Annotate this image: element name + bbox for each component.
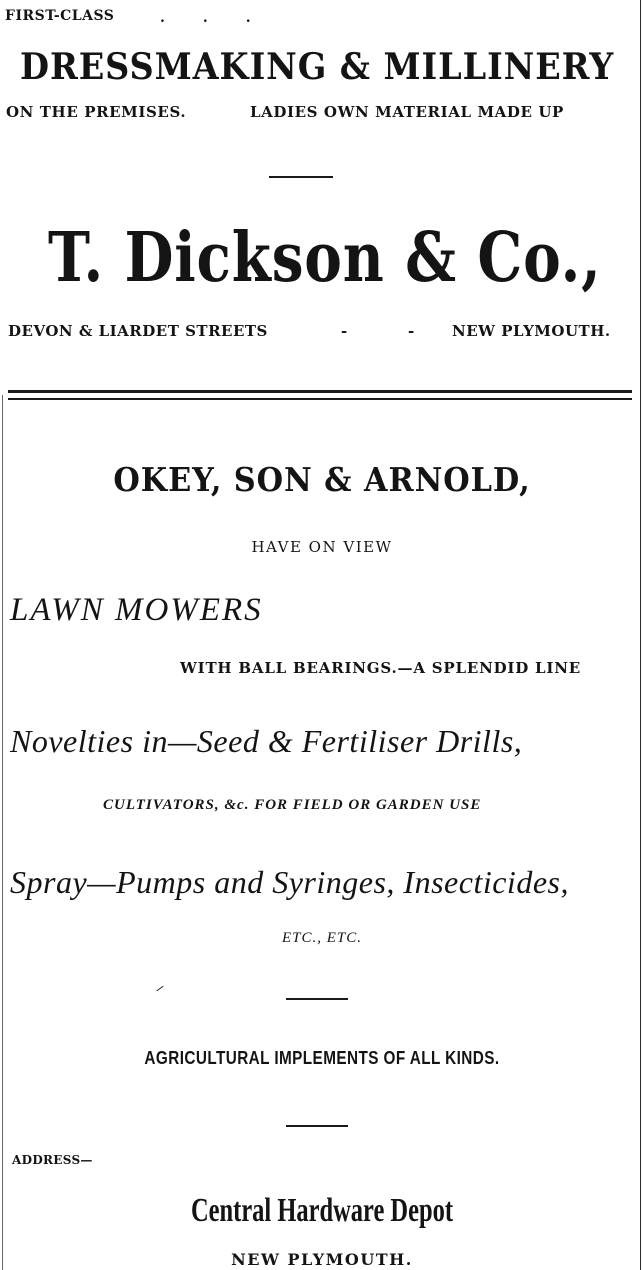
short-divider-2 xyxy=(286,998,348,1000)
short-divider xyxy=(269,176,333,178)
okey-firm-name: OKEY, SON & ARNOLD, xyxy=(113,460,531,499)
dressmaking-headline: DRESSMAKING & MILLINERY xyxy=(20,46,615,88)
on-premises-text: ON THE PREMISES. xyxy=(6,103,187,121)
central-hardware-depot: Central Hardware Depot xyxy=(191,1192,453,1229)
short-divider-3 xyxy=(286,1125,348,1127)
ladies-material-text: LADIES OWN MATERIAL MADE UP xyxy=(250,103,564,121)
okey-town: NEW PLYMOUTH. xyxy=(231,1250,413,1269)
address-separator-right: - xyxy=(408,322,415,340)
have-on-view-text: HAVE ON VIEW xyxy=(251,538,393,556)
address-separator-left: - xyxy=(341,322,348,340)
agricultural-implements-text: AGRICULTURAL IMPLEMENTS OF ALL KINDS. xyxy=(144,1048,500,1068)
dickson-firm-name: T. Dickson & Co., xyxy=(48,218,602,298)
dickson-town: NEW PLYMOUTH. xyxy=(452,322,611,340)
spray-pumps-heading: Spray—Pumps and Syringes, Insecticides, xyxy=(10,864,569,900)
cultivators-text: CULTIVATORS, &c. FOR FIELD OR GARDEN USE xyxy=(103,797,482,813)
print-speck xyxy=(156,986,163,991)
double-rule-bottom xyxy=(8,398,632,400)
column-rule-left xyxy=(2,395,3,1270)
column-rule-right xyxy=(640,0,641,1270)
address-label: ADDRESS— xyxy=(12,1153,93,1167)
first-class-label: FIRST-CLASS xyxy=(5,8,115,24)
lawn-mowers-heading: LAWN MOWERS xyxy=(10,592,263,628)
double-rule-top xyxy=(8,390,632,393)
streets-address: DEVON & LIARDET STREETS xyxy=(8,322,268,340)
ball-bearings-text: WITH BALL BEARINGS.—A SPLENDID LINE xyxy=(180,659,581,677)
novelties-heading: Novelties in—Seed & Fertiliser Drills, xyxy=(10,723,523,759)
etc-text: ETC., ETC. xyxy=(281,930,363,946)
leader-dots: ... xyxy=(160,10,289,26)
